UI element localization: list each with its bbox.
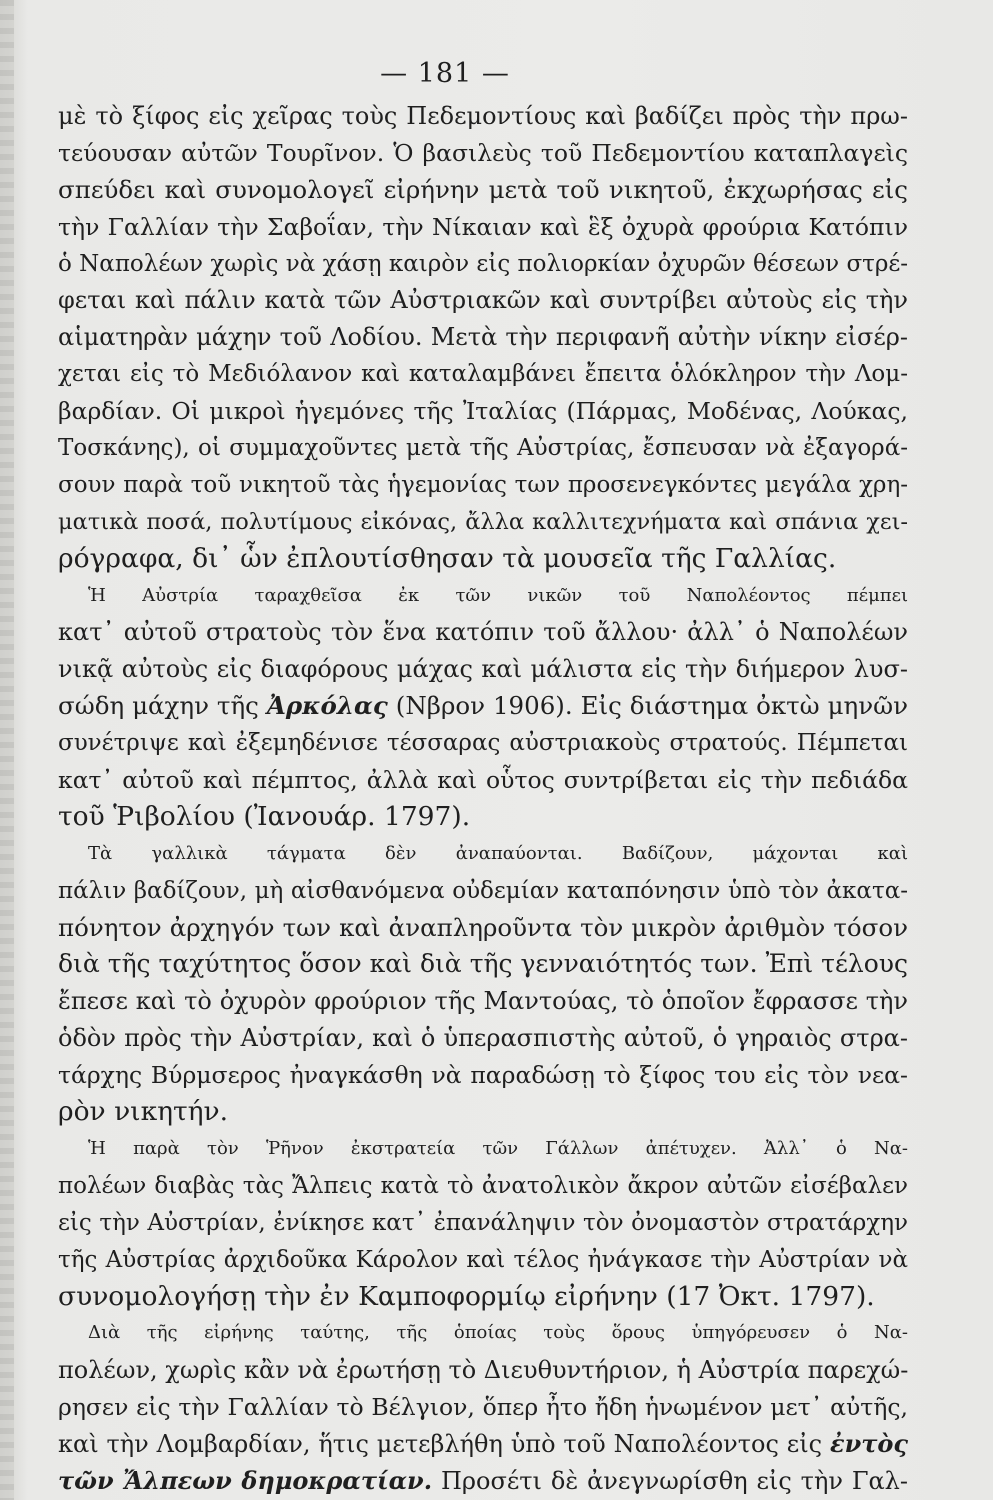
emphasized-term: τῶν Ἄλπεων δημοκρατίαν.	[58, 1465, 433, 1495]
text-line: ὁδὸν πρὸς τὴν Αὐστρίαν, καὶ ὁ ὑπερασπιστὴς αὐτοῦ, ὁ γηραιὸς στρα-	[58, 1024, 908, 1053]
text-line: σουν παρὰ τοῦ νικητοῦ τὰς ἡγεμονίας των προσενεγκόντες μεγάλα χρη-	[58, 471, 908, 498]
text-line	[58, 688, 908, 725]
text-line: νικᾷ αὐτοὺς εἰς διαφόρους μάχας καὶ μάλιστα εἰς τὴν διήμερον λυσ-	[58, 655, 908, 684]
text-line: σπεύδει καὶ συνομολογεῖ εἰρήνην μετὰ τοῦ νικητοῦ, ἐκχωρήσας εἰς	[58, 174, 908, 204]
text-line: πολέων, χωρὶς κἂν νὰ ἐρωτήσῃ τὸ Διευθυντήριον, ἡ Αὐστρία παρεχώ-	[58, 1356, 909, 1385]
text-line	[58, 1426, 908, 1463]
text-line: ἔπεσε καὶ τὸ ὀχυρὸν φρούριον τῆς Μαντούας, τὸ ὁποῖον ἔφρασσε τὴν	[58, 987, 908, 1016]
text-segment: (Νβρον 1906). Εἰς διάστημα ὀκτὼ μηνῶν	[387, 691, 908, 721]
text-line: ὁ Ναπολέων χωρὶς νὰ χάσῃ καιρὸν εἰς πολιορκίαν ὀχυρῶν θέσεων στρέ-	[58, 250, 909, 277]
page-binding-edge	[0, 0, 14, 1500]
text-line: τεύουσαν αὐτῶν Τουρῖνον. Ὁ βασιλεὺς τοῦ Πεδεμοντίου καταπλαγεὶς	[58, 138, 908, 167]
text-line: ρὸν νικητήν.	[58, 1096, 229, 1128]
emphasized-term: Ἀρκόλας	[266, 691, 388, 721]
text-line: Ἡ Αὐστρία ταραχθεῖσα ἐκ τῶν νικῶν τοῦ Ναπολέοντος πέμπει	[88, 584, 908, 606]
text-line: Τὰ γαλλικὰ τάγματα δὲν ἀναπαύονται. Βαδίζουν, μάχονται καὶ	[88, 842, 908, 864]
text-line: Διὰ τῆς εἰρήνης ταύτης, τῆς ὁποίας τοὺς ὅρους ὑπηγόρευσεν ὁ Να-	[88, 1322, 908, 1344]
text-line: τὴν Γαλλίαν τὴν Σαβοΐαν, τὴν Νίκαιαν καὶ ἓξ ὀχυρὰ φρούρια Κατόπιν	[58, 212, 908, 241]
text-line: ματικὰ ποσά, πολυτίμους εἰκόνας, ἄλλα καλλιτεχνήματα καὶ σπάνια χει-	[58, 508, 908, 535]
text-line: τῆς Αὐστρίας ἀρχιδοῦκα Κάρολον καὶ τέλος ἠνάγκασε τὴν Αὐστρίαν νὰ	[58, 1246, 908, 1273]
text-line: εἰς τὴν Αὐστρίαν, ἐνίκησε κατ᾽ ἐπανάληψιν τὸν ὀνομαστὸν στρατάρχην	[58, 1209, 908, 1236]
text-segment: Προσέτι δὲ ἀνεγνωρίσθη εἰς τὴν Γαλ-	[432, 1466, 908, 1495]
text-line	[58, 1463, 908, 1500]
text-line: πάλιν βαδίζουν, μὴ αἰσθανόμενα οὐδεμίαν καταπόνησιν ὑπὸ τὸν ἀκατα-	[58, 877, 908, 904]
text-line: κατ᾽ αὐτοῦ καὶ πέμπτος, ἀλλὰ καὶ οὗτος συντρίβεται εἰς τὴν πεδιάδα	[58, 766, 908, 795]
page-number: — 181 —	[380, 58, 510, 89]
body-text	[58, 98, 908, 1500]
text-line: αἱματηρὰν μάχην τοῦ Λοδίου. Μετὰ τὴν περιφανῆ αὐτὴν νίκην εἰσέρ-	[58, 323, 908, 352]
text-line: ρόγραφα, δι᾽ ὧν ἐπλουτίσθησαν τὰ μουσεῖα τῆς Γαλλίας.	[58, 542, 837, 574]
text-line: συνέτριψε καὶ ἐξεμηδένισε τέσσαρας αὐστριακοὺς στρατούς. Πέμπεται	[58, 730, 908, 757]
text-line: Τοσκάνης), οἱ συμμαχοῦντες μετὰ τῆς Αὐστρίας, ἔσπευσαν νὰ ἐξαγορά-	[58, 435, 908, 462]
text-line: πολέων διαβὰς τὰς Ἄλπεις κατὰ τὸ ἀνατολικὸν ἄκρον αὐτῶν εἰσέβαλεν	[58, 1172, 908, 1199]
text-line: μὲ τὸ ξίφος εἰς χεῖρας τοὺς Πεδεμοντίους καὶ βαδίζει πρὸς τὴν πρω-	[58, 102, 908, 130]
text-line: ρησεν εἰς τὴν Γαλλίαν τὸ Βέλγιον, ὅπερ ἦτο ἤδη ἡνωμένον μετ᾽ αὐτῆς,	[58, 1393, 908, 1422]
text-segment: καὶ τὴν Λομβαρδίαν, ἥτις μετεβλήθη ὑπὸ τοῦ Ναπολέοντος εἰς	[58, 1430, 830, 1459]
text-line: τάρχης Βύρμσερος ἠναγκάσθη νὰ παραδώσῃ τὸ ξίφος του εἰς τὸν νεα-	[58, 1061, 908, 1090]
text-line: κατ᾽ αὐτοῦ στρατοὺς τὸν ἕνα κατόπιν τοῦ ἄλλου· ἀλλ᾽ ὁ Ναπολέων	[58, 618, 908, 647]
text-line: χεται εἰς τὸ Μεδιόλανον καὶ καταλαμβάνει ἔπειτα ὁλόκληρον τὴν Λομ-	[58, 361, 908, 388]
text-segment: σώδη μάχην τῆς	[58, 691, 267, 721]
emphasized-term: ἐντὸς	[829, 1429, 908, 1459]
text-line: διὰ τῆς ταχύτητος ὅσον καὶ διὰ τῆς γενναιότητός των. Ἐπὶ τέλους	[58, 949, 908, 979]
text-line: βαρδίαν. Οἱ μικροὶ ἡγεμόνες τῆς Ἰταλίας (Πάρμας, Μοδένας, Λούκας,	[58, 397, 908, 426]
text-line: πόνητον ἀρχηγόν των καὶ ἀναπληροῦντα τὸν μικρὸν ἀριθμὸν τόσον	[58, 912, 908, 942]
text-line: Ἡ παρὰ τὸν Ῥῆνον ἐκστρατεία τῶν Γάλλων ἀπέτυχεν. Ἀλλ᾽ ὁ Να-	[88, 1137, 908, 1159]
text-line: συνομολογήσῃ τὴν ἐν Καμποφορμίῳ εἰρήνην (17 Ὀκτ. 1797).	[58, 1280, 875, 1312]
text-line: φεται καὶ πάλιν κατὰ τῶν Αὐστριακῶν καὶ συντρίβει αὐτοὺς εἰς τὴν	[58, 286, 908, 315]
text-line: τοῦ Ῥιβολίου (Ἰανουάρ. 1797).	[58, 800, 471, 832]
